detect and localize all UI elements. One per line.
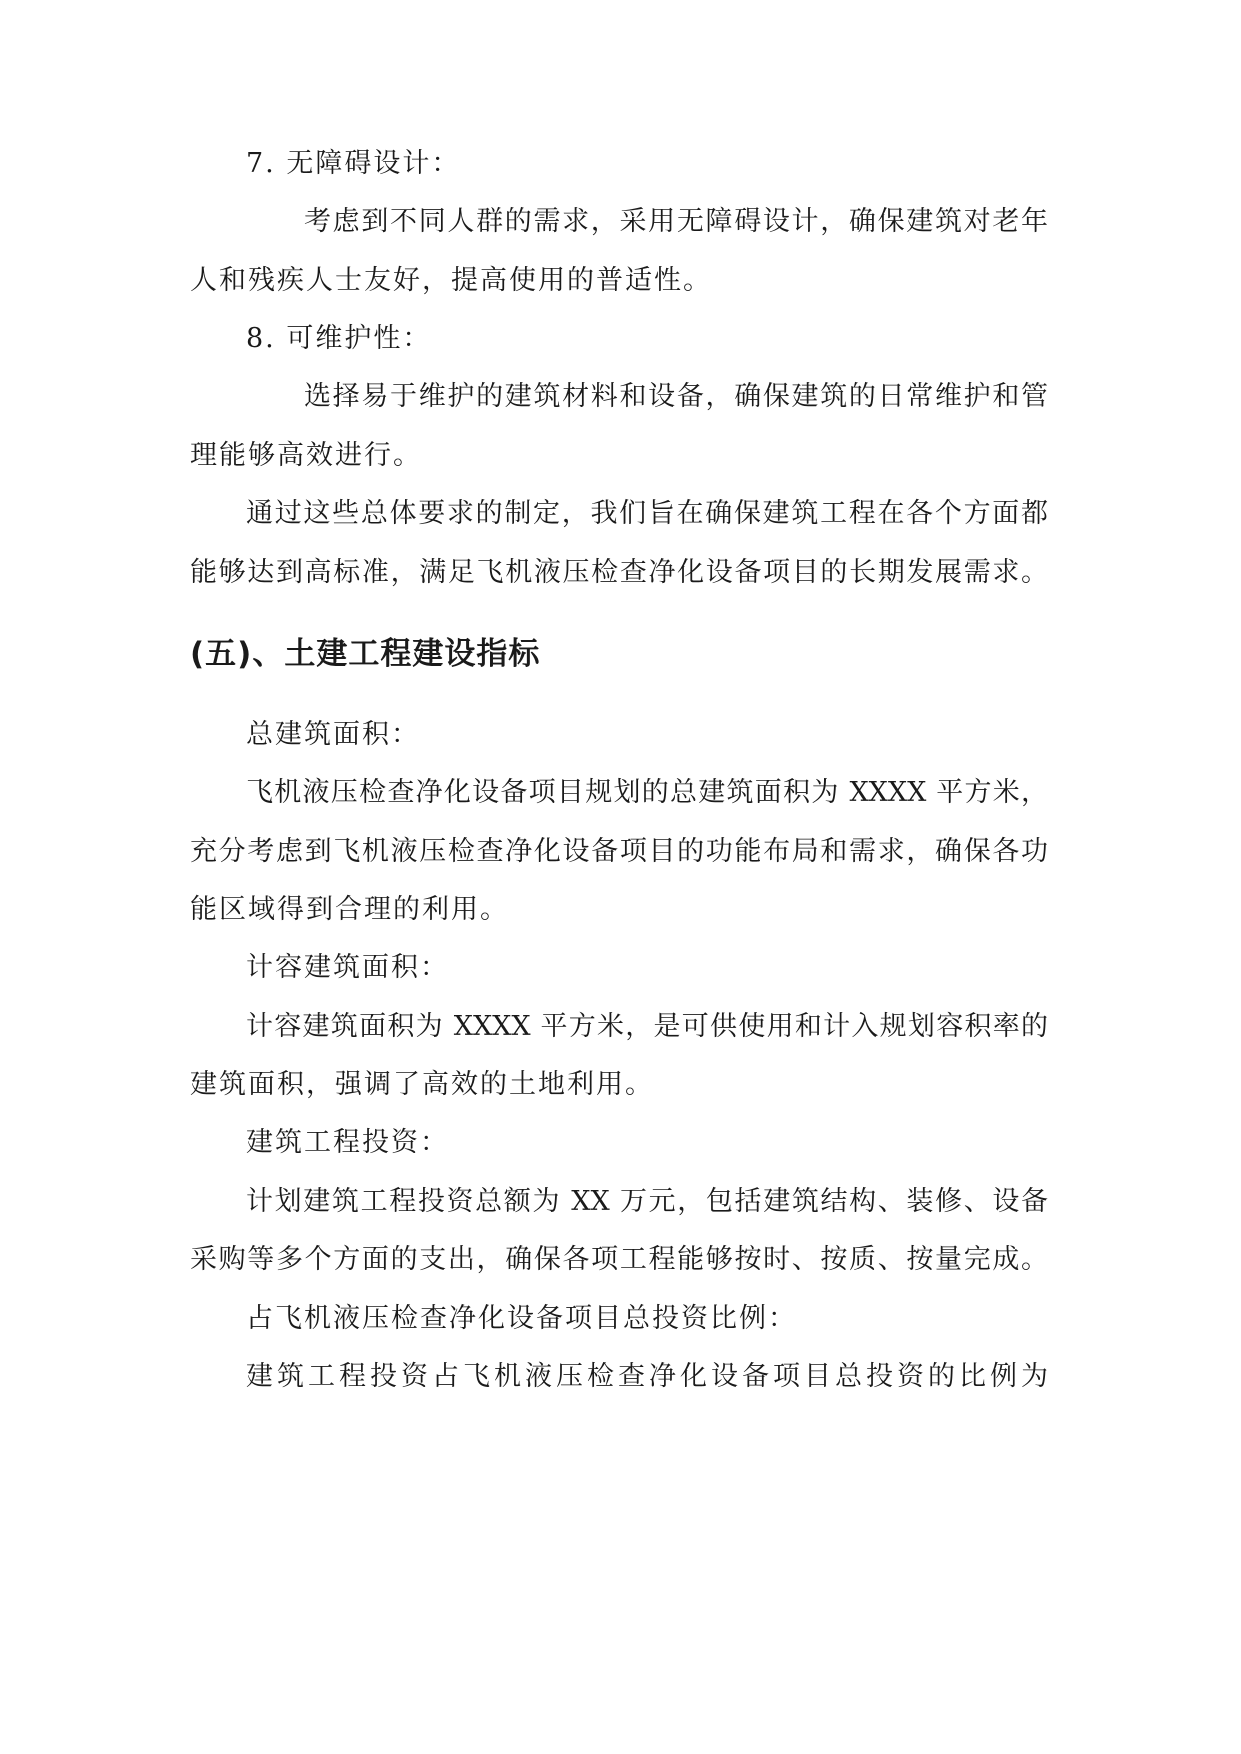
- paragraph-line: 能够达到高标准，满足飞机液压检查净化设备项目的长期发展需求。: [190, 557, 1048, 588]
- indicator-label: 计容建筑面积：: [246, 952, 449, 983]
- paragraph-line: 采购等多个方面的支出，确保各项工程能够按时、按质、按量完成。: [190, 1244, 1048, 1275]
- paragraph-line: 充分考虑到飞机液压检查净化设备项目的功能布局和需求，确保各功: [190, 836, 1048, 867]
- paragraph-line: 建筑面积，强调了高效的土地利用。: [190, 1069, 654, 1100]
- list-item-title: 7. 无障碍设计：: [246, 148, 461, 179]
- paragraph-line: 人和残疾人士友好，提高使用的普适性。: [190, 265, 712, 296]
- list-item-title: 8. 可维护性：: [246, 323, 432, 354]
- paragraph-line: 建筑工程投资占飞机液压检查净化设备项目总投资的比例为: [246, 1361, 1048, 1392]
- paragraph-line: 计划建筑工程投资总额为 XX 万元，包括建筑结构、装修、设备: [246, 1186, 1048, 1217]
- indicator-label: 总建筑面积：: [246, 719, 420, 750]
- paragraph-line: 飞机液压检查净化设备项目规划的总建筑面积为 XXXX 平方米，: [246, 777, 1048, 808]
- indicator-label: 占飞机液压检查净化设备项目总投资比例：: [246, 1303, 797, 1334]
- indicator-label: 建筑工程投资：: [246, 1127, 449, 1158]
- paragraph-line: 选择易于维护的建筑材料和设备，确保建筑的日常维护和管: [304, 381, 1048, 412]
- paragraph-line: 能区域得到合理的利用。: [190, 894, 509, 925]
- paragraph-line: 计容建筑面积为 XXXX 平方米，是可供使用和计入规划容积率的: [246, 1011, 1048, 1042]
- paragraph-line: 通过这些总体要求的制定，我们旨在确保建筑工程在各个方面都: [246, 498, 1048, 529]
- paragraph-line: 考虑到不同人群的需求，采用无障碍设计，确保建筑对老年: [304, 206, 1048, 237]
- section-heading: (五)、土建工程建设指标: [190, 636, 541, 672]
- paragraph-line: 理能够高效进行。: [190, 440, 422, 471]
